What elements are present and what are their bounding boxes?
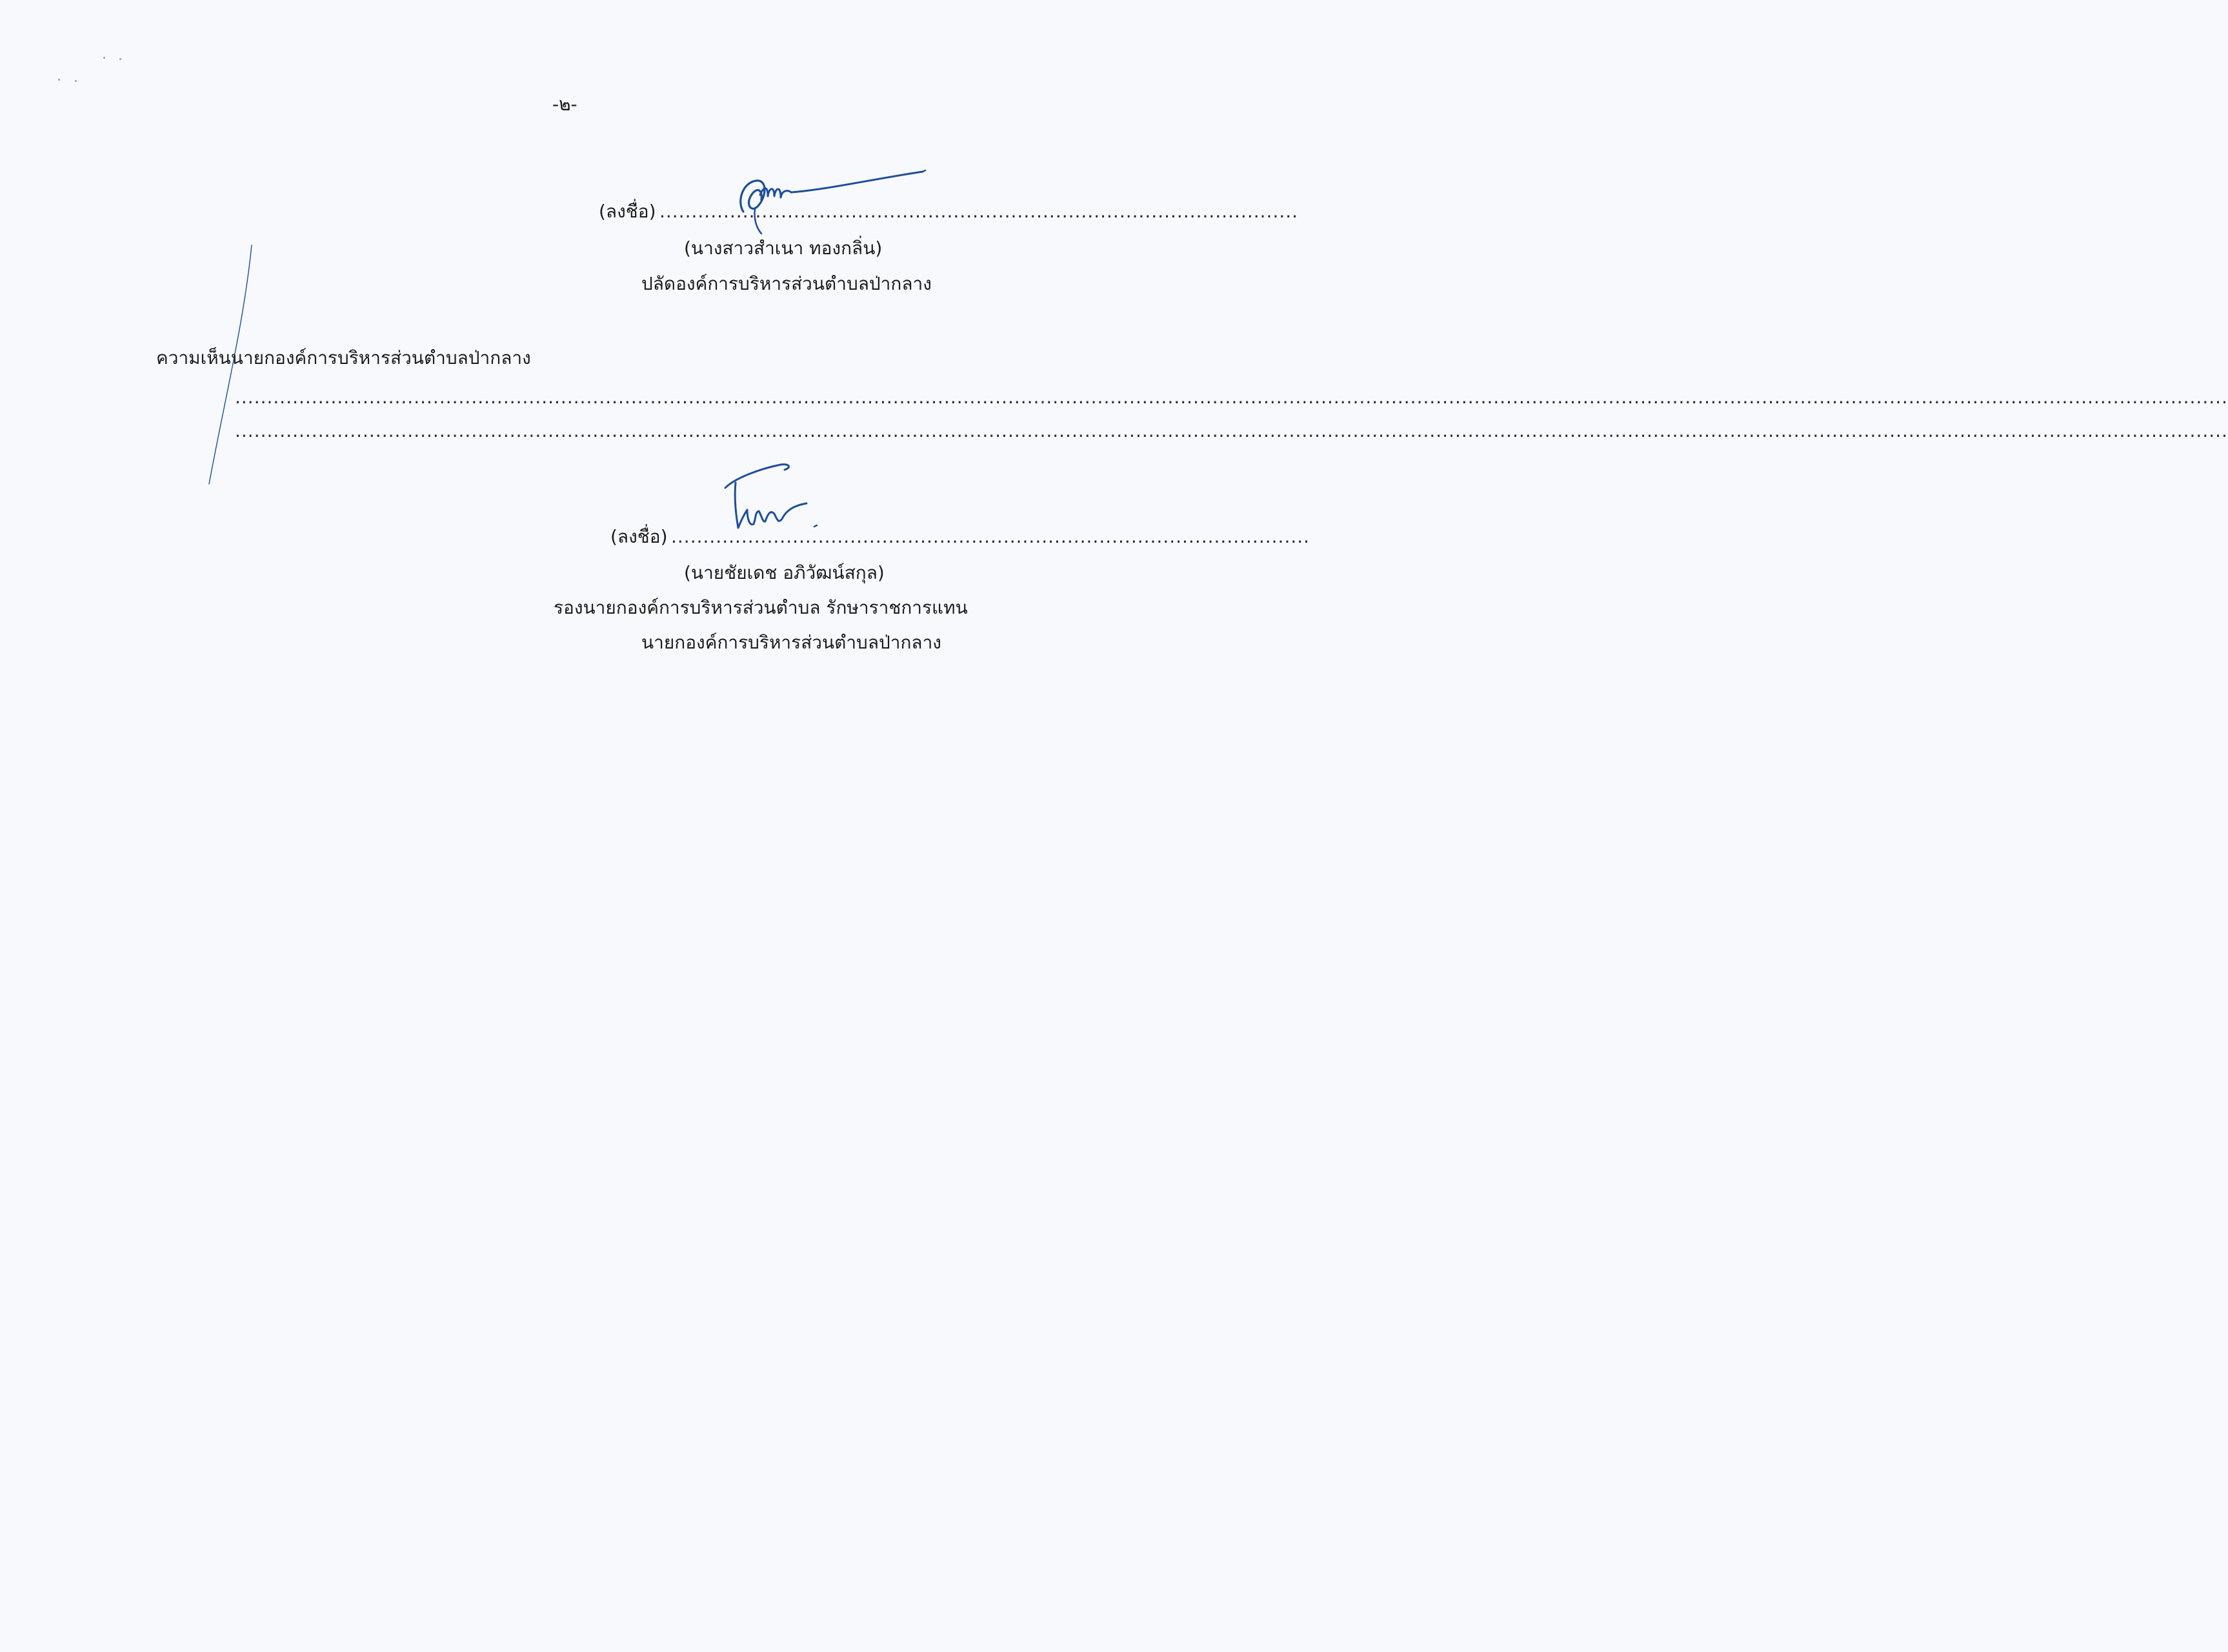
signature-dotted-line-2: .................................................................................................... — [671, 526, 1310, 547]
scan-speck — [103, 57, 105, 59]
signer-position-1: ปลัดองค์การบริหารส่วนตำบลป่ากลาง — [641, 273, 932, 294]
sign-prefix-1: (ลงชื่อ) — [599, 201, 656, 222]
handwritten-signature-2-icon — [716, 452, 845, 542]
signer-position-2-line-2: นายกองค์การบริหารส่วนตำบลป่ากลาง — [641, 632, 941, 653]
sign-prefix-2: (ลงชื่อ) — [610, 526, 668, 547]
scan-speck — [119, 58, 121, 60]
page-number: -๒- — [552, 94, 577, 115]
signer-name-2: (นายชัยเดช อภิวัฒน์สกุล) — [684, 562, 885, 583]
scan-speck — [75, 80, 77, 82]
signer-position-2-line-1: รองนายกองค์การบริหารส่วนตำบล รักษาราชการแทน — [554, 597, 968, 618]
signer-name-1: (นางสาวสำเนา ทองกลิ่น) — [684, 237, 883, 259]
opinion-dotted-line-2: ........................................................................................................................................................................................................................................................................................................................ — [235, 420, 2228, 441]
signature-dotted-line-1: .................................................................................................... — [659, 201, 1299, 222]
scan-speck — [58, 79, 60, 81]
handwritten-signature-1-icon — [729, 166, 936, 237]
opinion-dotted-line-1: ........................................................................................................................................................................................................................................................................................................................ — [235, 387, 2228, 408]
opinion-heading: ความเห็นนายกองค์การบริหารส่วนตำบลป่ากลาง — [156, 347, 531, 368]
